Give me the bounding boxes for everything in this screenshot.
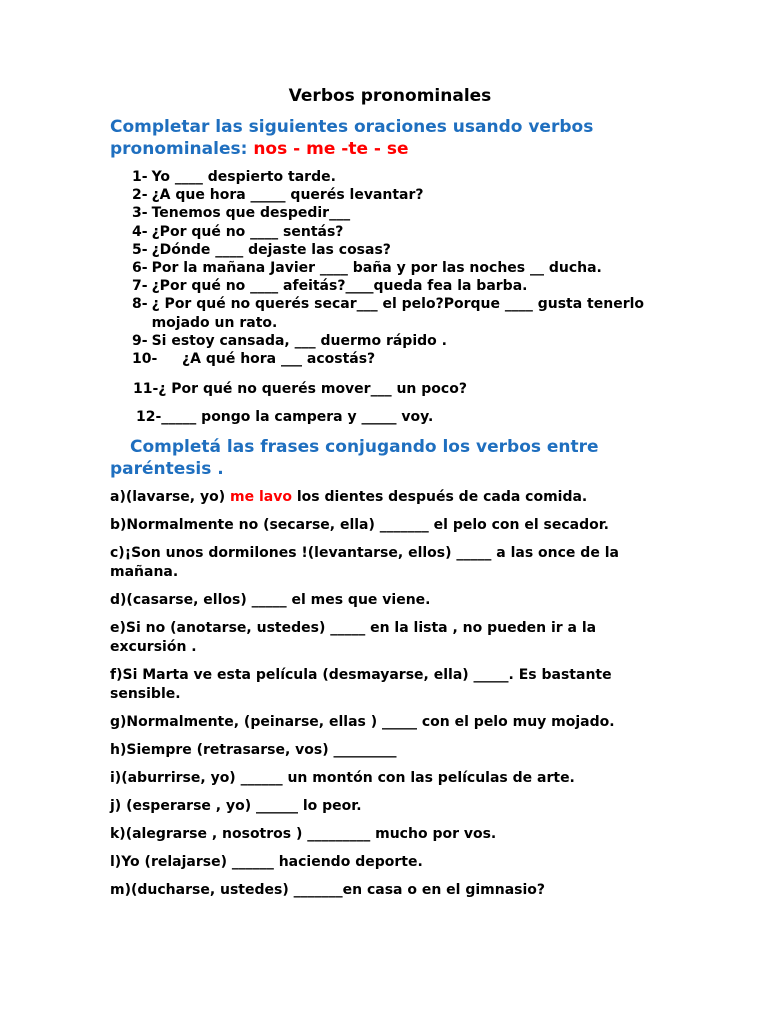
conjugation-item: h)Siempre (retrasarse, vos) _________ — [110, 742, 397, 758]
section1-instruction-text: Completar las siguientes oraciones usando verbos pronominales: — [110, 117, 594, 159]
conjugation-item: g)Normalmente, (peinarse, ellas ) _____ con el pelo muy mojado. — [110, 714, 615, 730]
exercise-item — [132, 295, 652, 331]
exercise-item — [132, 332, 652, 350]
section1-instruction — [110, 116, 670, 160]
exercise-number: 1- — [132, 169, 148, 185]
conjugation-item: b)Normalmente no (secarse, ella) _______ el pelo con el secador. — [110, 517, 609, 533]
conjugation-item: f)Si Marta ve esta película (desmayarse, ella) _____. Es bastante sensible. — [110, 667, 612, 702]
example-answer: me lavo — [230, 489, 292, 505]
exercise-number: 6- — [132, 260, 148, 277]
exercise-item — [132, 168, 652, 186]
exercise-text: Si estoy cansada, ___ duermo rápido . — [151, 332, 447, 349]
conjugation-item: d)(casarse, ellos) _____ el mes que viene. — [110, 592, 431, 608]
exercise-number: 2- — [132, 187, 148, 204]
exercise-number: 7- — [132, 278, 148, 295]
exercise-text: ¿A qué hora ___ acostás? — [182, 351, 376, 368]
exercise-number: 9- — [132, 332, 148, 349]
exercise-text: Por la mañana Javier ____ baña y por las noches __ ducha. — [151, 260, 602, 277]
exercise-number: 4- — [132, 223, 148, 240]
exercise-number: 5- — [132, 241, 148, 258]
example-prefix: a)(lavarse, yo) — [110, 489, 226, 505]
exercise-item-11: 11-¿ Por qué no querés mover___ un poco? — [133, 381, 467, 397]
conjugation-item: j) (esperarse , yo) ______ lo peor. — [110, 798, 362, 814]
exercise-text: ¿ Por qué no querés secar___ el pelo?Porque ____ gusta tenerlo mojado un rato. — [151, 296, 645, 331]
exercise-item — [132, 277, 652, 295]
section2-exercise-list — [110, 488, 670, 909]
exercise-text: ¿Dónde ____ dejaste las cosas? — [151, 241, 391, 258]
exercise-number: 10- — [132, 351, 158, 368]
exercise-item — [132, 241, 652, 259]
conjugation-item: l)Yo (relajarse) ______ haciendo deporte. — [110, 854, 423, 870]
exercise-item — [132, 223, 652, 241]
example-rest: los dientes después de cada comida. — [296, 489, 588, 505]
conjugation-item: k)(alegrarse , nosotros ) _________ mucho por vos. — [110, 826, 497, 842]
conjugation-item: i)(aburrirse, yo) ______ un montón con las películas de arte. — [110, 770, 575, 786]
exercise-item — [132, 259, 652, 277]
exercise-item — [132, 350, 652, 368]
section2-instruction: Completá las frases conjugando los verbos entre paréntesis . — [110, 437, 599, 479]
exercise-text: ¿Por qué no ____ afeitás?____queda fea la barba. — [151, 278, 528, 295]
section1-pronouns: nos - me -te - se — [253, 139, 409, 159]
exercise-text: Tenemos que despedir___ — [151, 205, 351, 222]
conjugation-item: c)¡Son unos dormilones !(levantarse, ellos) _____ a las once de la mañana. — [110, 545, 619, 580]
exercise-number: 3- — [132, 205, 148, 222]
section1-exercise-list — [132, 168, 652, 368]
exercise-item — [132, 186, 652, 204]
exercise-item-12: 12-_____ pongo la campera y _____ voy. — [136, 409, 434, 425]
example-item — [110, 488, 670, 507]
exercise-text: ¿A que hora _____ querés levantar? — [151, 187, 424, 204]
exercise-text: Yo ____ despierto tarde. — [151, 169, 336, 185]
conjugation-item: e)Si no (anotarse, ustedes) _____ en la lista , no pueden ir a la excursión . — [110, 620, 597, 655]
page-title: Verbos pronominales — [288, 86, 492, 106]
conjugation-item: m)(ducharse, ustedes) _______en casa o en el gimnasio? — [110, 882, 546, 898]
exercise-item — [132, 204, 652, 222]
exercise-number: 8- — [132, 296, 148, 313]
exercise-text: ¿Por qué no ____ sentás? — [151, 223, 344, 240]
